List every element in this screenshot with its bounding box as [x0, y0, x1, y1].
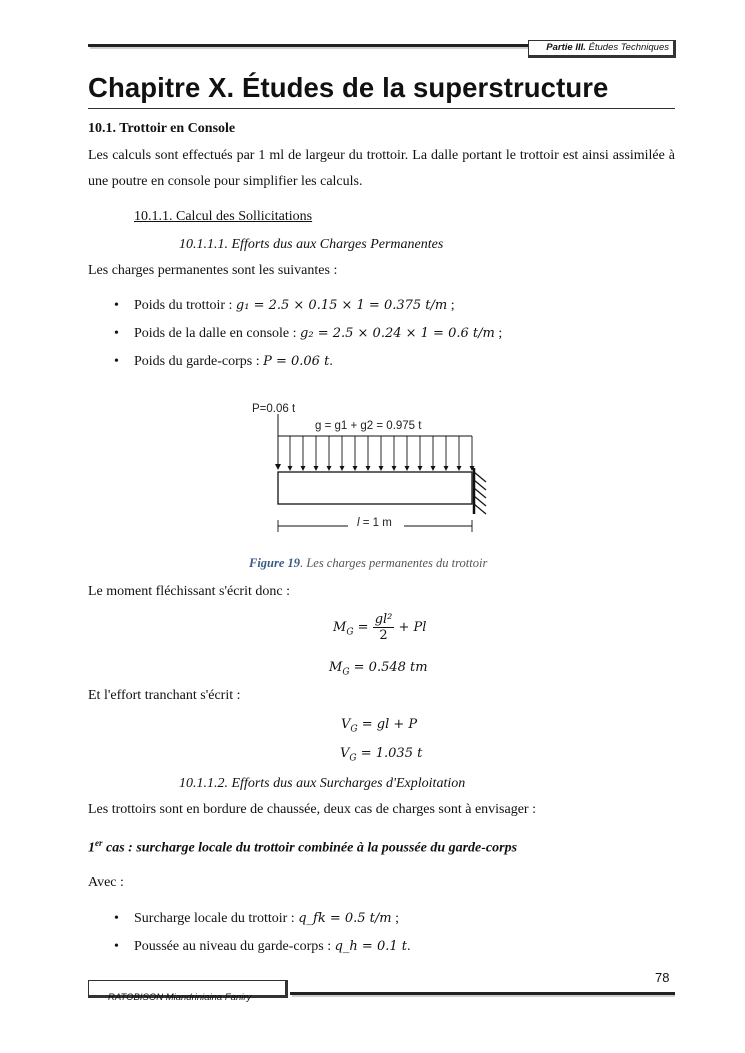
bullet-dot: •	[114, 326, 119, 341]
label-p: P=0.06 t	[252, 403, 296, 415]
footer-rule-shadow	[292, 995, 675, 997]
live-item-2-formula: q_h = 0.1 t	[334, 939, 407, 954]
label-g: g = g1 + g2 = 0.975 t	[315, 420, 422, 432]
beam	[278, 472, 472, 504]
live-case-text: cas : surcharge locale du trottoir combinée à la poussée du garde-corps	[102, 840, 518, 856]
permanent-item-3-label: Poids du garde-corps :	[134, 354, 260, 369]
section-title: 10.1. Trottoir en Console	[88, 121, 236, 136]
permanent-item-2-formula: g₂ = 2.5 × 0.24 × 1 = 0.6 t/m	[300, 326, 495, 341]
permanent-item-1-end: ;	[447, 298, 455, 313]
shear-equation	[341, 717, 417, 735]
permanent-item-3	[134, 354, 333, 370]
live-item-2	[134, 939, 411, 955]
shear-lhs-sub: G	[350, 724, 358, 735]
figure-caption-text: . Les charges permanentes du trottoir	[300, 556, 488, 570]
live-item-2-end: .	[407, 939, 411, 954]
figure-caption	[249, 556, 487, 571]
moment-numerator: gl²	[374, 612, 393, 627]
fixed-support-hatch	[474, 472, 486, 514]
page-number: 78	[655, 970, 670, 985]
header-part-title: Études Techniques	[588, 42, 669, 53]
dimension-label-l: l	[357, 517, 360, 529]
shear-result-value: = 1.035 t	[360, 746, 423, 761]
live-item-1	[134, 911, 399, 927]
shear-intro: Et l'effort tranchant s'écrit :	[88, 688, 241, 703]
permanent-item-1-label: Poids du trottoir :	[134, 298, 233, 313]
moment-intro: Le moment fléchissant s'écrit donc :	[88, 584, 290, 599]
bullet-dot: •	[114, 939, 119, 954]
dimension-label-value: = 1 m	[359, 517, 392, 529]
moment-lhs-sub: G	[346, 627, 354, 638]
chapter-rule	[88, 108, 675, 109]
bullet-dot: •	[114, 911, 119, 926]
cantilever-diagram	[240, 396, 500, 544]
moment-result-value: = 0.548 tm	[353, 660, 428, 675]
permanent-item-2-label: Poids de la dalle en console :	[134, 326, 297, 341]
permanent-item-3-end: .	[329, 354, 333, 369]
moment-equation: $M_G$ = $\frac{\text{gl²}}{2}$ + Pl	[333, 612, 427, 643]
moment-lhs: M	[333, 620, 347, 635]
shear-result	[340, 746, 422, 764]
point-load-arrowhead	[275, 464, 281, 470]
moment-result	[329, 660, 428, 678]
dimension-label	[357, 517, 392, 529]
live-item-1-label: Surcharge locale du trottoir :	[134, 911, 295, 926]
live-item-1-formula: q_fk = 0.5 t/m	[298, 911, 392, 926]
shear-rhs: = gl + P	[361, 717, 418, 732]
permanent-item-2-end: ;	[494, 326, 503, 341]
permanent-title: 10.1.1.1. Efforts dus aux Charges Permanentes	[179, 237, 444, 252]
header-part-box	[528, 40, 676, 58]
live-intro: Les trottoirs sont en bordure de chaussée, deux cas de charges sont à envisager :	[88, 802, 536, 817]
shear-lhs: V	[341, 717, 351, 732]
moment-denominator: 2	[379, 628, 388, 643]
live-case-sup: er	[95, 838, 103, 848]
moment-result-lhs: M	[329, 660, 343, 675]
shear-result-sub: G	[349, 753, 357, 764]
header-rule-shadow	[90, 47, 528, 49]
permanent-item-1-formula: g₁ = 2.5 × 0.15 × 1 = 0.375 t/m	[235, 298, 448, 313]
live-avec: Avec :	[88, 875, 124, 890]
live-title: 10.1.1.2. Efforts dus aux Surcharges d'Exploitation	[179, 776, 466, 791]
moment-rhs-tail: + Pl	[398, 620, 427, 635]
moment-fraction	[373, 612, 395, 643]
footer-author: RATOBISON Miandriniaina Faniry	[108, 992, 252, 1003]
moment-result-sub: G	[342, 667, 350, 678]
shear-result-lhs: V	[340, 746, 350, 761]
live-item-1-end: ;	[391, 911, 399, 926]
bullet-dot: •	[114, 354, 119, 369]
subsection-title: 10.1.1. Calcul des Sollicitations	[134, 209, 313, 224]
live-case-num: 1	[88, 840, 95, 856]
figure-caption-number: Figure 19	[249, 556, 301, 570]
permanent-intro: Les charges permanentes sont les suivantes :	[88, 263, 338, 278]
permanent-item-1	[134, 298, 455, 314]
permanent-item-3-formula: P = 0.06 t	[263, 354, 330, 369]
bullet-dot: •	[114, 298, 119, 313]
live-case-title	[88, 838, 517, 857]
header-part-label: Partie III.	[546, 42, 586, 53]
permanent-item-2	[134, 326, 502, 342]
section-intro: Les calculs sont effectués par 1 ml de largeur du trottoir. La dalle portant le trottoir est ainsi assimilée à une poutre en console pour simplifier les calculs.	[88, 148, 675, 189]
distributed-load-arrows	[288, 436, 475, 471]
live-item-2-label: Poussée au niveau du garde-corps :	[134, 939, 332, 954]
chapter-title: Chapitre X. Études de la superstructure	[88, 72, 609, 103]
